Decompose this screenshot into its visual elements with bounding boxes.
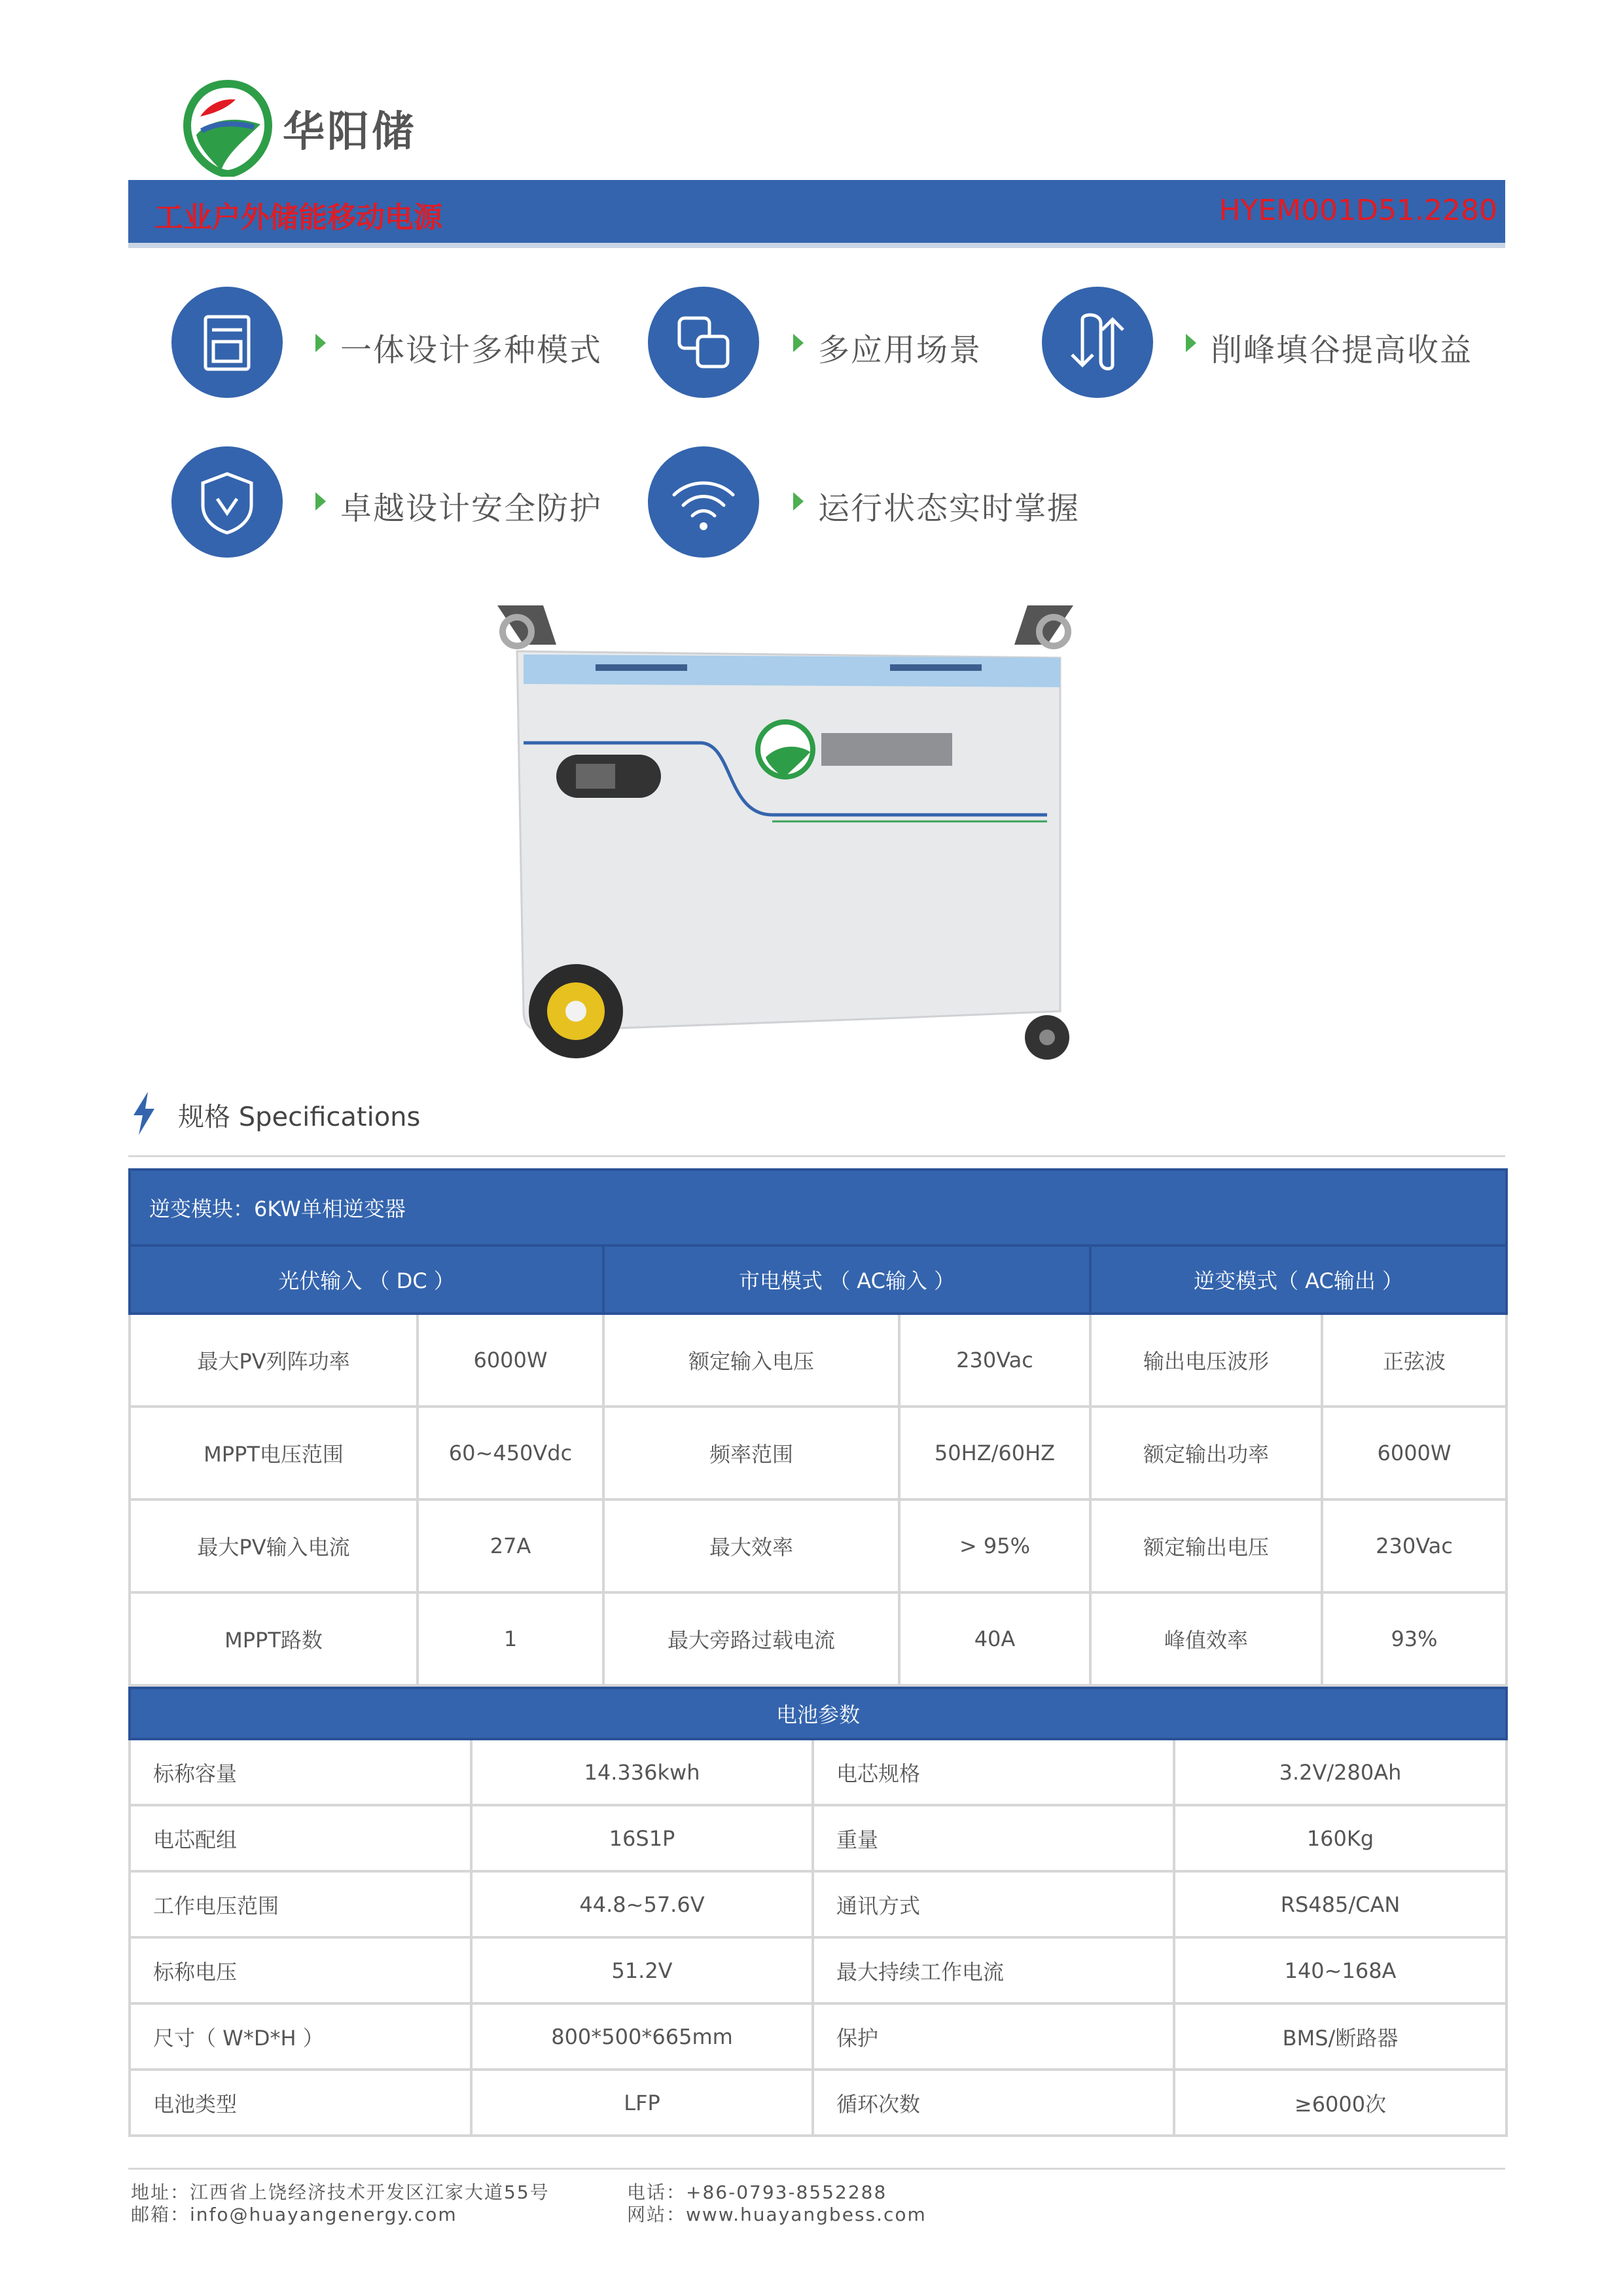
feature-text: 削峰填谷提高收益: [1211, 332, 1473, 368]
table-row: [130, 1937, 1507, 2003]
table-row: [130, 1805, 1507, 1871]
table-cell: RS485/CAN: [1174, 1871, 1507, 1937]
feature-icon-circle: [648, 287, 759, 398]
table-cell: 峰值效率: [1090, 1592, 1322, 1685]
table-cell: 工作电压范围: [130, 1871, 471, 1937]
inverter-title: 逆变模块：6KW单相逆变器: [130, 1170, 1507, 1246]
bullet-arrow-icon: [1186, 334, 1196, 352]
table-cell: > 95%: [899, 1499, 1090, 1592]
feature-icon-circle: [171, 446, 283, 558]
table-cell: 60~450Vdc: [418, 1407, 603, 1499]
table-cell: 最大持续工作电流: [813, 1937, 1174, 2003]
table-row: [130, 2003, 1507, 2070]
table-row: [130, 1871, 1507, 1937]
table-cell: 16S1P: [471, 1805, 813, 1871]
table-row: [130, 1688, 1507, 1739]
footer-phone[interactable]: 电话：+86-0793-8552288: [627, 2181, 887, 2203]
table-cell: 140~168A: [1174, 1937, 1507, 2003]
spec-table: [128, 1168, 1505, 2137]
table-cell: 3.2V/280Ah: [1174, 1739, 1507, 1805]
table-cell: 额定输出功率: [1090, 1407, 1322, 1499]
brand-name: 华阳储: [283, 108, 416, 156]
specs-heading: 规格 Specifications: [178, 1102, 421, 1132]
table-cell: 230Vac: [899, 1314, 1090, 1407]
table-row: [130, 1170, 1507, 1246]
table-row: [130, 2070, 1507, 2136]
table-cell: 最大效率: [603, 1499, 899, 1592]
table-cell: 通讯方式: [813, 1871, 1174, 1937]
divider: [128, 1155, 1505, 1157]
bullet-arrow-icon: [315, 334, 326, 352]
bullet-arrow-icon: [315, 492, 326, 511]
table-cell: MPPT电压范围: [130, 1407, 418, 1499]
table-row: [130, 1407, 1507, 1499]
table-cell: 1: [418, 1592, 603, 1685]
table-cell: ≥6000次: [1174, 2070, 1507, 2136]
feature-text: 多应用场景: [818, 332, 982, 368]
table-cell: 27A: [418, 1499, 603, 1592]
product-title: 工业户外储能移动电源: [154, 201, 442, 234]
document-panel-icon: [171, 287, 283, 398]
product-image: [484, 592, 1086, 1070]
table-cell: 6000W: [418, 1314, 603, 1407]
table-cell: 最大旁路过载电流: [603, 1592, 899, 1685]
feature-icon-circle: [1042, 287, 1153, 398]
table-cell: 最大PV输入电流: [130, 1499, 418, 1592]
table-cell: 最大PV列阵功率: [130, 1314, 418, 1407]
product-model: HYEM001D51.2280: [1219, 194, 1497, 227]
table-cell: 额定输入电压: [603, 1314, 899, 1407]
table-cell: 保护: [813, 2003, 1174, 2070]
table-cell: 800*500*665mm: [471, 2003, 813, 2070]
overlap-squares-icon: [648, 287, 759, 398]
table-row: [130, 1592, 1507, 1685]
table-cell: 6000W: [1322, 1407, 1507, 1499]
table-row: [130, 1246, 1507, 1314]
table-cell: 51.2V: [471, 1937, 813, 2003]
table-cell: 标称电压: [130, 1937, 471, 2003]
table-cell: 输出电压波形: [1090, 1314, 1322, 1407]
table-cell: 频率范围: [603, 1407, 899, 1499]
table-cell: 电芯规格: [813, 1739, 1174, 1805]
table-cell: 重量: [813, 1805, 1174, 1871]
group-header: 市电模式 （ AC输入 ）: [603, 1246, 1090, 1314]
table-cell: 93%: [1322, 1592, 1507, 1685]
table-cell: 50HZ/60HZ: [899, 1407, 1090, 1499]
table-cell: 电池类型: [130, 2070, 471, 2136]
table-cell: 160Kg: [1174, 1805, 1507, 1871]
table-cell: 电芯配组: [130, 1805, 471, 1871]
table-cell: MPPT路数: [130, 1592, 418, 1685]
table-row: [130, 1499, 1507, 1592]
table-row: [130, 1314, 1507, 1407]
table-cell: 循环次数: [813, 2070, 1174, 2136]
table-cell: BMS/断路器: [1174, 2003, 1507, 2070]
table-cell: 14.336kwh: [471, 1739, 813, 1805]
battery-title: 电池参数: [130, 1688, 1507, 1739]
group-header: 逆变模式（ AC输出 ）: [1090, 1246, 1507, 1314]
table-cell: 44.8~57.6V: [471, 1871, 813, 1937]
lightning-icon: [131, 1092, 157, 1138]
feature-text: 一体设计多种模式: [340, 332, 603, 368]
table-row: [130, 1739, 1507, 1805]
feature-icon-circle: [648, 446, 759, 558]
brand-logo-icon: [182, 79, 274, 177]
bullet-arrow-icon: [793, 492, 804, 511]
feature-text: 运行状态实时掌握: [818, 490, 1080, 527]
footer-divider: [128, 2168, 1505, 2170]
table-cell: 标称容量: [130, 1739, 471, 1805]
table-cell: 230Vac: [1322, 1499, 1507, 1592]
footer-email[interactable]: 邮箱：info@huayangenergy.com: [131, 2204, 457, 2225]
up-down-arrows-icon: [1042, 287, 1153, 398]
feature-icon-circle: [171, 287, 283, 398]
footer-address: 地址：江西省上饶经济技术开发区江家大道55号: [131, 2181, 550, 2203]
footer-website[interactable]: 网站：www.huayangbess.com: [627, 2204, 927, 2225]
table-cell: 40A: [899, 1592, 1090, 1685]
table-cell: 正弦波: [1322, 1314, 1507, 1407]
table-cell: 尺寸（ W*D*H ）: [130, 2003, 471, 2070]
wifi-icon: [648, 446, 759, 558]
table-cell: 额定输出电压: [1090, 1499, 1322, 1592]
group-header: 光伏输入 （ DC ）: [130, 1246, 603, 1314]
table-cell: LFP: [471, 2070, 813, 2136]
feature-text: 卓越设计安全防护: [340, 490, 603, 527]
bullet-arrow-icon: [793, 334, 804, 352]
shield-check-icon: [171, 446, 283, 558]
